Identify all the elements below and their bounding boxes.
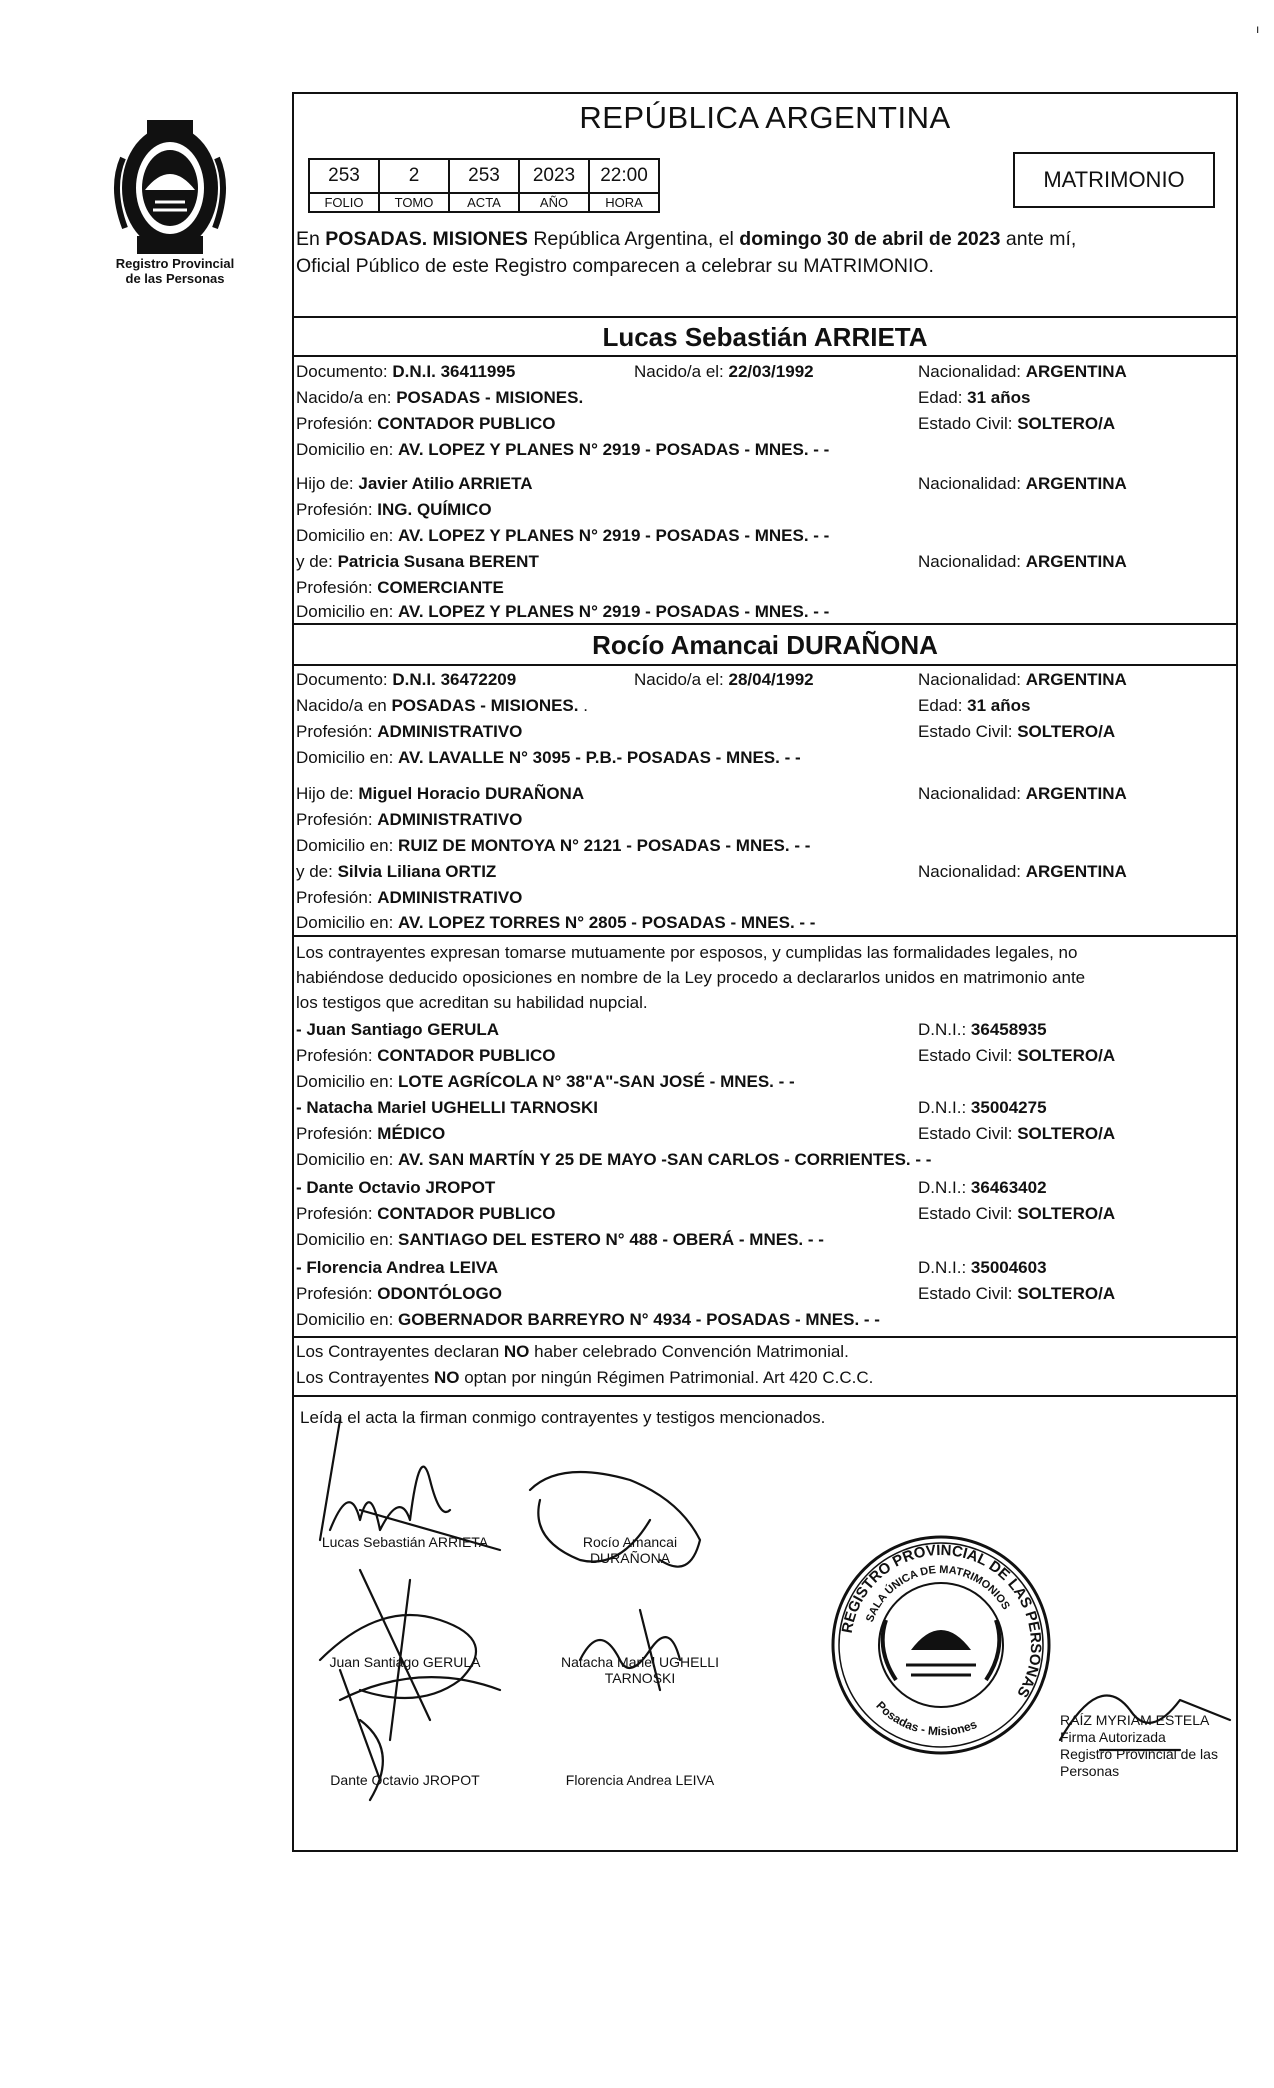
spouse2-domicilio: Domicilio en: AV. LAVALLE N° 3095 - P.B.- POSADAS - MNES. - - <box>296 748 801 767</box>
witness1-profesion: Profesión: CONTADOR PUBLICO <box>296 1046 556 1065</box>
signature-label-witness2: Natacha Mariel UGHELLI TARNOSKI <box>561 1654 719 1686</box>
witness4-profesion: Profesión: ODONTÓLOGO <box>296 1284 502 1303</box>
spouse1-nacido: Nacido/a el: 22/03/1992 <box>634 362 814 381</box>
divider <box>292 355 1238 357</box>
seal-bottom-text: Posadas - Misiones <box>873 1698 979 1739</box>
spouse2-madre-profesion: Profesión: ADMINISTRATIVO <box>296 888 523 907</box>
spouse1-nacionalidad: Nacionalidad: ARGENTINA <box>918 362 1127 381</box>
spouse1-documento: Documento: D.N.I. 36411995 <box>296 362 516 381</box>
spouse2-madre: y de: Silvia Liliana ORTIZ <box>296 862 497 881</box>
tomo-label: TOMO <box>379 193 449 212</box>
convention-declaration: Los Contrayentes declaran NO haber celebrado Convención Matrimonial. <box>296 1342 849 1361</box>
signature-spouse1 <box>300 1420 520 1550</box>
spouse1-madre-domicilio: Domicilio en: AV. LOPEZ Y PLANES N° 2919 - POSADAS - MNES. - - <box>296 602 830 621</box>
certification-text: Los contrayentes expresan tomarse mutuamente por esposos, y cumplidas las formalidades legales, no habiéndose deducido oposiciones en nombre de la Ley procedo a declararlos unidos en matrimonio ante los testigos que acreditan su habilidad nupcial. <box>296 943 1086 1012</box>
spouse2-madre-nacionalidad: Nacionalidad: ARGENTINA <box>918 862 1127 881</box>
signature-witness2 <box>560 1600 720 1700</box>
divider <box>292 623 1238 625</box>
witness4-name: - Florencia Andrea LEIVA <box>296 1258 499 1277</box>
spouse2-lugar: Nacido/a en POSADAS - MISIONES. . <box>296 696 588 715</box>
tomo-value: 2 <box>379 159 449 193</box>
misiones-coat-of-arms-logo <box>105 118 235 258</box>
folio-value: 253 <box>309 159 379 193</box>
spouse2-edad: Edad: 31 años <box>918 696 1031 715</box>
witness2-dni: D.N.I.: 35004275 <box>918 1098 1047 1117</box>
officer-stamp: RAÍZ MYRIAM ESTELA Firma Autorizada Registro Provincial de las Personas <box>1060 1712 1218 1779</box>
spouse1-profesion: Profesión: CONTADOR PUBLICO <box>296 414 556 433</box>
spouse1-padre-nacionalidad: Nacionalidad: ARGENTINA <box>918 474 1127 493</box>
witness1-domicilio: Domicilio en: LOTE AGRÍCOLA N° 38"A"-SAN JOSÉ - MNES. - - <box>296 1072 795 1091</box>
witness2-domicilio: Domicilio en: AV. SAN MARTÍN Y 25 DE MAYO -SAN CARLOS - CORRIENTES. - - <box>296 1150 932 1169</box>
spouse2-documento: Documento: D.N.I. 36472209 <box>296 670 517 689</box>
spouse2-padre-profesion: Profesión: ADMINISTRATIVO <box>296 810 523 829</box>
divider <box>292 1395 1238 1397</box>
hora-value: 22:00 <box>589 159 659 193</box>
intro-paragraph: En POSADAS. MISIONES República Argentina, el domingo 30 de abril de 2023 ante mí, Oficial Público de este Registro comparecen a celebrar su MATRIMONIO. <box>296 228 1077 277</box>
witness2-name: - Natacha Mariel UGHELLI TARNOSKI <box>296 1098 598 1117</box>
witness3-profesion: Profesión: CONTADOR PUBLICO <box>296 1204 556 1223</box>
witness2-estado: Estado Civil: SOLTERO/A <box>918 1124 1116 1143</box>
seal-ring-text: REGISTRO PROVINCIAL DE LAS PERSONAS <box>838 1541 1045 1701</box>
witness1-estado: Estado Civil: SOLTERO/A <box>918 1046 1116 1065</box>
acta-value: 253 <box>449 159 519 193</box>
divider <box>292 1336 1238 1338</box>
spouse2-padre: Hijo de: Miguel Horacio DURAÑONA <box>296 784 585 803</box>
witness1-dni: D.N.I.: 36458935 <box>918 1020 1047 1039</box>
spouse1-madre-profesion: Profesión: COMERCIANTE <box>296 578 504 597</box>
spouse1-name: Lucas Sebastián ARRIETA <box>602 322 928 352</box>
folio-label: FOLIO <box>309 193 379 212</box>
spouse1-edad: Edad: 31 años <box>918 388 1031 407</box>
spouse1-lugar: Nacido/a en: POSADAS - MISIONES. <box>296 388 584 407</box>
ano-value: 2023 <box>519 159 589 193</box>
spouse2-padre-domicilio: Domicilio en: RUIZ DE MONTOYA N° 2121 - POSADAS - MNES. - - <box>296 836 811 855</box>
seal-inner-text: SALA ÚNICA DE MATRIMONIOS <box>864 1563 1012 1624</box>
divider <box>292 664 1238 666</box>
hora-label: HORA <box>589 193 659 212</box>
registry-caption: Registro Provincial de las Personas <box>115 256 235 286</box>
registry-table <box>308 158 660 213</box>
spouse1-madre-nacionalidad: Nacionalidad: ARGENTINA <box>918 552 1127 571</box>
divider <box>292 316 1238 318</box>
signature-label-spouse2: Rocío Amancai DURAÑONA <box>582 1534 678 1566</box>
spouse1-padre-domicilio: Domicilio en: AV. LOPEZ Y PLANES N° 2919 - POSADAS - MNES. - - <box>296 526 830 545</box>
spouse1-madre: y de: Patricia Susana BERENT <box>296 552 539 571</box>
spouse1-estado: Estado Civil: SOLTERO/A <box>918 414 1116 433</box>
spouse2-estado: Estado Civil: SOLTERO/A <box>918 722 1116 741</box>
page-mark: ı <box>1256 22 1260 36</box>
signature-spouse2 <box>520 1460 720 1580</box>
act-type-box: MATRIMONIO <box>1013 152 1215 208</box>
witness3-estado: Estado Civil: SOLTERO/A <box>918 1204 1116 1223</box>
spouse2-nacionalidad: Nacionalidad: ARGENTINA <box>918 670 1127 689</box>
regime-declaration: Los Contrayentes NO optan por ningún Régimen Patrimonial. Art 420 C.C.C. <box>296 1368 874 1387</box>
ano-label: AÑO <box>519 193 589 212</box>
witness3-dni: D.N.I.: 36463402 <box>918 1178 1047 1197</box>
witness4-dni: D.N.I.: 35004603 <box>918 1258 1047 1277</box>
spouse1-padre: Hijo de: Javier Atilio ARRIETA <box>296 474 533 493</box>
signature-label-witness3: Dante Octavio JROPOT <box>330 1772 480 1788</box>
signature-label-witness1: Juan Santiago GERULA <box>329 1654 481 1670</box>
acta-label: ACTA <box>449 193 519 212</box>
spouse2-profesion: Profesión: ADMINISTRATIVO <box>296 722 523 741</box>
spouse1-domicilio: Domicilio en: AV. LOPEZ Y PLANES N° 2919 - POSADAS - MNES. - - <box>296 440 830 459</box>
country-title: REPÚBLICA ARGENTINA <box>579 100 951 135</box>
witness2-profesion: Profesión: MÉDICO <box>296 1124 446 1143</box>
spouse2-name: Rocío Amancai DURAÑONA <box>592 630 938 660</box>
spouse2-nacido: Nacido/a el: 28/04/1992 <box>634 670 814 689</box>
official-seal <box>826 1530 1056 1760</box>
witness3-name: - Dante Octavio JROPOT <box>296 1178 496 1197</box>
spouse2-madre-domicilio: Domicilio en: AV. LOPEZ TORRES N° 2805 - POSADAS - MNES. - - <box>296 913 816 932</box>
spouse1-padre-profesion: Profesión: ING. QUÍMICO <box>296 500 492 519</box>
divider <box>292 935 1238 937</box>
witness4-domicilio: Domicilio en: GOBERNADOR BARREYRO N° 4934 - POSADAS - MNES. - - <box>296 1310 880 1329</box>
witness4-estado: Estado Civil: SOLTERO/A <box>918 1284 1116 1303</box>
closing-statement: Leída el acta la firman conmigo contrayentes y testigos mencionados. <box>300 1408 826 1427</box>
signature-witness3 <box>320 1660 440 1810</box>
signature-label-witness4: Florencia Andrea LEIVA <box>565 1772 715 1788</box>
witness3-domicilio: Domicilio en: SANTIAGO DEL ESTERO N° 488 - OBERÁ - MNES. - - <box>296 1230 824 1249</box>
signature-label-spouse1: Lucas Sebastián ARRIETA <box>321 1534 489 1550</box>
spouse2-padre-nacionalidad: Nacionalidad: ARGENTINA <box>918 784 1127 803</box>
witness1-name: - Juan Santiago GERULA <box>296 1020 500 1039</box>
